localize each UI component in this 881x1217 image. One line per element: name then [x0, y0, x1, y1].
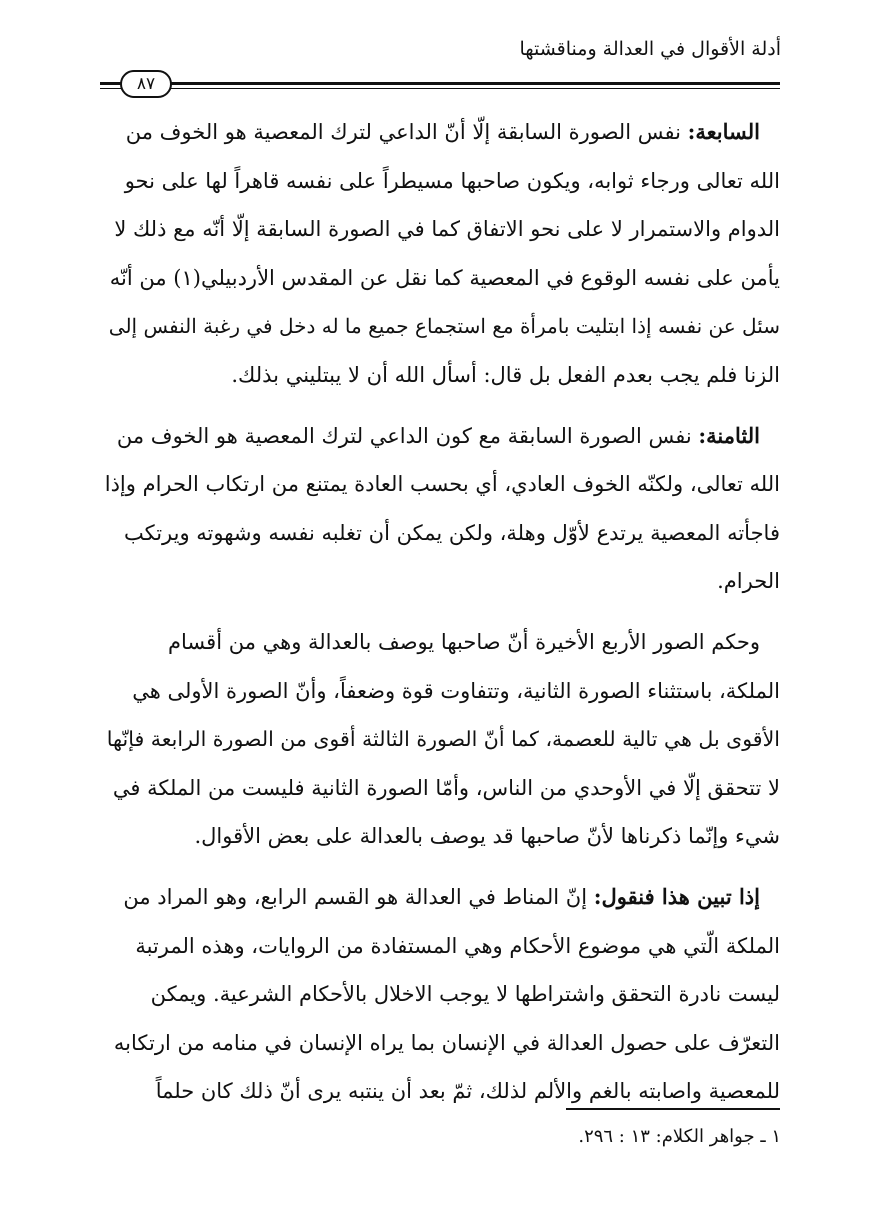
footnote: ١ ـ جواهر الكلام: ١٣ : ٢٩٦. [578, 1126, 781, 1147]
body-text [100, 108, 780, 1116]
text-line: الزنا فلم يجب بعدم الفعل بل قال: أسأل الله أن لا يبتليني بذلك. [231, 362, 780, 387]
text-line: سئل عن نفسه إذا ابتليت بامرأة مع استجماع جميع ما له دخل في رغبة النفس إلى [108, 314, 780, 339]
paragraph-ruling [100, 618, 780, 861]
text-line: ليست نادرة التحقق واشتراطها لا يوجب الاخلال بالأحكام الشرعية. ويمكن [150, 982, 780, 1007]
text-line: وحكم الصور الأربع الأخيرة أنّ صاحبها يوصف بالعدالة وهي من أقسام [168, 629, 760, 654]
page-number: ٨٧ [120, 70, 172, 98]
text-line: الله تعالى، ولكنّه الخوف العادي، أي بحسب العادة يمتنع من ارتكاب الحرام وإذا [104, 472, 780, 497]
text-line: للمعصية واصابته بالغم والألم لذلك، ثمّ بعد أن ينتبه يرى أنّ ذلك كان حلماً [155, 1079, 780, 1104]
text-line: الأقوى بل هي تالية للعصمة، كما أنّ الصورة الثالثة أقوى من الصورة الرابعة فإنّها [106, 727, 780, 752]
text-line: إذا تبين هذا فنقول: إنّ المناط في العدالة هو القسم الرابع، وهو المراد من [123, 883, 760, 909]
text-line: الدوام والاستمرار لا على نحو الاتفاق كما في الصورة السابقة إلّا أنّه مع ذلك لا [114, 217, 780, 242]
text-line: الملكة، باستثناء الصورة الثانية، وتتفاوت قوة وضعفاً، وأنّ الصورة الأولى هي [132, 678, 780, 703]
paragraph-lead: السابعة: [687, 119, 760, 144]
paragraph-lead: الثامنة: [698, 422, 760, 448]
text-line: فاجأته المعصية يرتدع لأوّل وهلة، ولكن يمكن أن تغلبه نفسه وشهوته ويرتكب [123, 520, 780, 545]
text-line: لا تتحقق إلّا في الأوحدي من الناس، وأمّا الصورة الثانية فليست من الملكة في [112, 775, 780, 800]
text-line: الملكة الّتي هي موضوع الأحكام وهي المستفادة من الروايات، وهذه المرتبة [135, 933, 780, 958]
paragraph-conclusion [100, 873, 780, 1116]
text-line: الحرام. [717, 569, 780, 594]
paragraph-eighth [100, 412, 780, 606]
text-line: يأمن على نفسه الوقوع في المعصية كما نقل عن المقدس الأردبيلي(١) من أنّه [109, 265, 780, 290]
running-title: أدلة الأقوال في العدالة ومناقشتها [519, 38, 781, 60]
text-line: السابعة: نفس الصورة السابقة إلّا أنّ الداعي لترك المعصية هو الخوف من [125, 119, 760, 144]
header-rule [100, 82, 780, 85]
paragraph-lead: إذا تبين هذا فنقول: [593, 883, 760, 909]
text-line: التعرّف على حصول العدالة في الإنسان بما يراه الإنسان في منامه من ارتكابه [113, 1030, 780, 1055]
paragraph-seventh [100, 108, 780, 400]
footnote-rule [566, 1108, 780, 1110]
text-line: الله تعالى ورجاء ثوابه، ويكون صاحبها مسيطراً على نفسه قاهراً لها على نحو [124, 168, 780, 193]
text-line: الثامنة: نفس الصورة السابقة مع كون الداعي لترك المعصية هو الخوف من [116, 422, 760, 448]
text-line: شيء وإنّما ذكرناها لأنّ صاحبها قد يوصف بالعدالة على بعض الأقوال. [194, 824, 780, 849]
